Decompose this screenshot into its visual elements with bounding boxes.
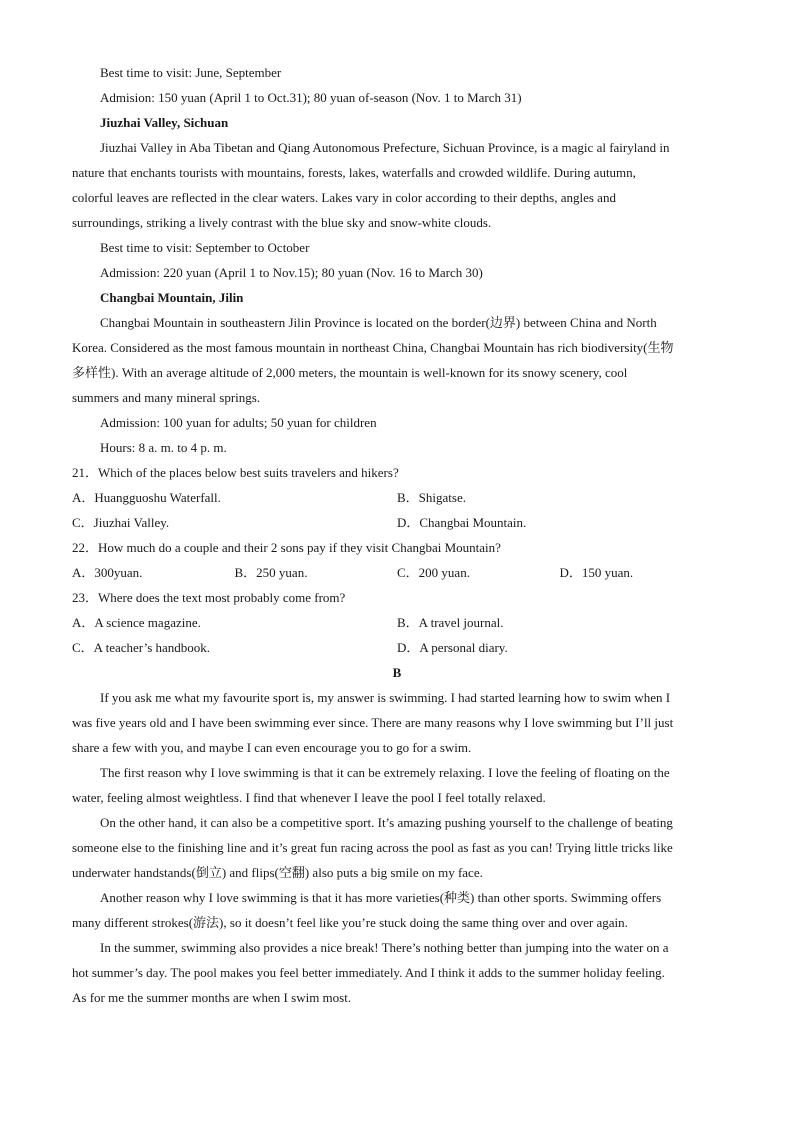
option-d: D．A personal diary. [397,640,508,655]
passage-b-line: water, feeling almost weightless. I find that whenever I leave the pool I feel totally relaxed. [72,790,546,805]
jiuzhai-line: colorful leaves are reflected in the clear waters. Lakes vary in color according to their depths, angles and [72,190,616,205]
changbai-line: Changbai Mountain in southeastern Jilin Province is located on the border(边界) between China and North [100,315,657,330]
option-d: D．150 yuan. [559,565,634,580]
document-page [72,63,722,1013]
option-c: C．200 yuan. [397,565,470,580]
jiuzhai-heading: Jiuzhai Valley, Sichuan [100,115,229,130]
jiuzhai-line: Jiuzhai Valley in Aba Tibetan and Qiang Autonomous Prefecture, Sichuan Province, is a magic al fairyland in [100,140,670,155]
passage-b-line: share a few with you, and maybe I can even encourage you to go for a swim. [72,740,472,755]
option-a: A．A science magazine. [72,615,201,630]
passage-b-line: As for me the summer months are when I swim most. [72,990,352,1005]
question-21-options-row [72,513,722,538]
passage-b-line: If you ask me what my favourite sport is, my answer is swimming. I had started learning how to swim when I [100,690,671,705]
question-23-options-row [72,638,722,663]
passage-b-line: was five years old and I have been swimming ever since. There are many reasons why I love swimming but I’ll just [72,715,674,730]
passage-b-line: Another reason why I love swimming is that it has more varieties(种类) than other sports. Swimming offers [100,890,662,905]
jiuzhai-line: nature that enchants tourists with mountains, forests, lakes, waterfalls and crowded wildlife. During autumn, [72,165,636,180]
option-b: B．250 yuan. [234,565,308,580]
jiuzhai-admission: Admission: 220 yuan (April 1 to Nov.15); 80 yuan (Nov. 16 to March 30) [100,265,483,280]
passage-b-line: many different strokes(游法), so it doesn’t feel like you’re stuck doing the same thing over and over again. [72,915,628,930]
passage-b-line: someone else to the finishing line and it’s great fun racing across the pool as fast as you can! Trying little tricks like [72,840,673,855]
changbai-hours: Hours: 8 a. m. to 4 p. m. [100,440,227,455]
question-21-options-row [72,488,722,513]
passage-b-line: underwater handstands(倒立) and flips(空翻) also puts a big smile on my face. [72,865,483,880]
question-23-options-row [72,613,722,638]
changbai-line: summers and many mineral springs. [72,390,261,405]
changbai-admission: Admission: 100 yuan for adults; 50 yuan for children [100,415,377,430]
question-21-stem: 21．Which of the places below best suits travelers and hikers? [72,465,399,480]
question-23-stem: 23．Where does the text most probably come from? [72,590,346,605]
option-b: B．Shigatse. [397,490,466,505]
passage-b-line: The first reason why I love swimming is that it can be extremely relaxing. I love the feeling of floating on the [100,765,670,780]
huangguoshu-best-time: Best time to visit: June, September [100,65,282,80]
passage-b-line: hot summer’s day. The pool makes you feel better immediately. And I think it adds to the summer holiday feeling. [72,965,665,980]
changbai-line: 多样性). With an average altitude of 2,000 meters, the mountain is well-known for its snowy scenery, cool [72,365,628,380]
passage-b-line: In the summer, swimming also provides a nice break! There’s nothing better than jumping into the water on a [100,940,669,955]
option-a: A．Huangguoshu Waterfall. [72,490,221,505]
question-22-options-row [72,563,722,588]
huangguoshu-admission: Admision: 150 yuan (April 1 to Oct.31); 80 yuan of-season (Nov. 1 to March 31) [100,90,522,105]
section-b-label: B [392,665,402,680]
jiuzhai-best-time: Best time to visit: September to October [100,240,310,255]
question-22-stem: 22．How much do a couple and their 2 sons pay if they visit Changbai Mountain? [72,540,501,555]
jiuzhai-line: surroundings, striking a lively contrast with the blue sky and snow-white clouds. [72,215,492,230]
option-d: D．Changbai Mountain. [397,515,527,530]
passage-b-line: On the other hand, it can also be a competitive sport. It’s amazing pushing yourself to the challenge of beating [100,815,673,830]
option-a: A．300yuan. [72,565,143,580]
option-c: C．Jiuzhai Valley. [72,515,170,530]
changbai-line: Korea. Considered as the most famous mountain in northeast China, Changbai Mountain has rich biodiversity(生物 [72,340,674,355]
changbai-heading: Changbai Mountain, Jilin [100,290,244,305]
option-c: C．A teacher’s handbook. [72,640,211,655]
option-b: B．A travel journal. [397,615,504,630]
